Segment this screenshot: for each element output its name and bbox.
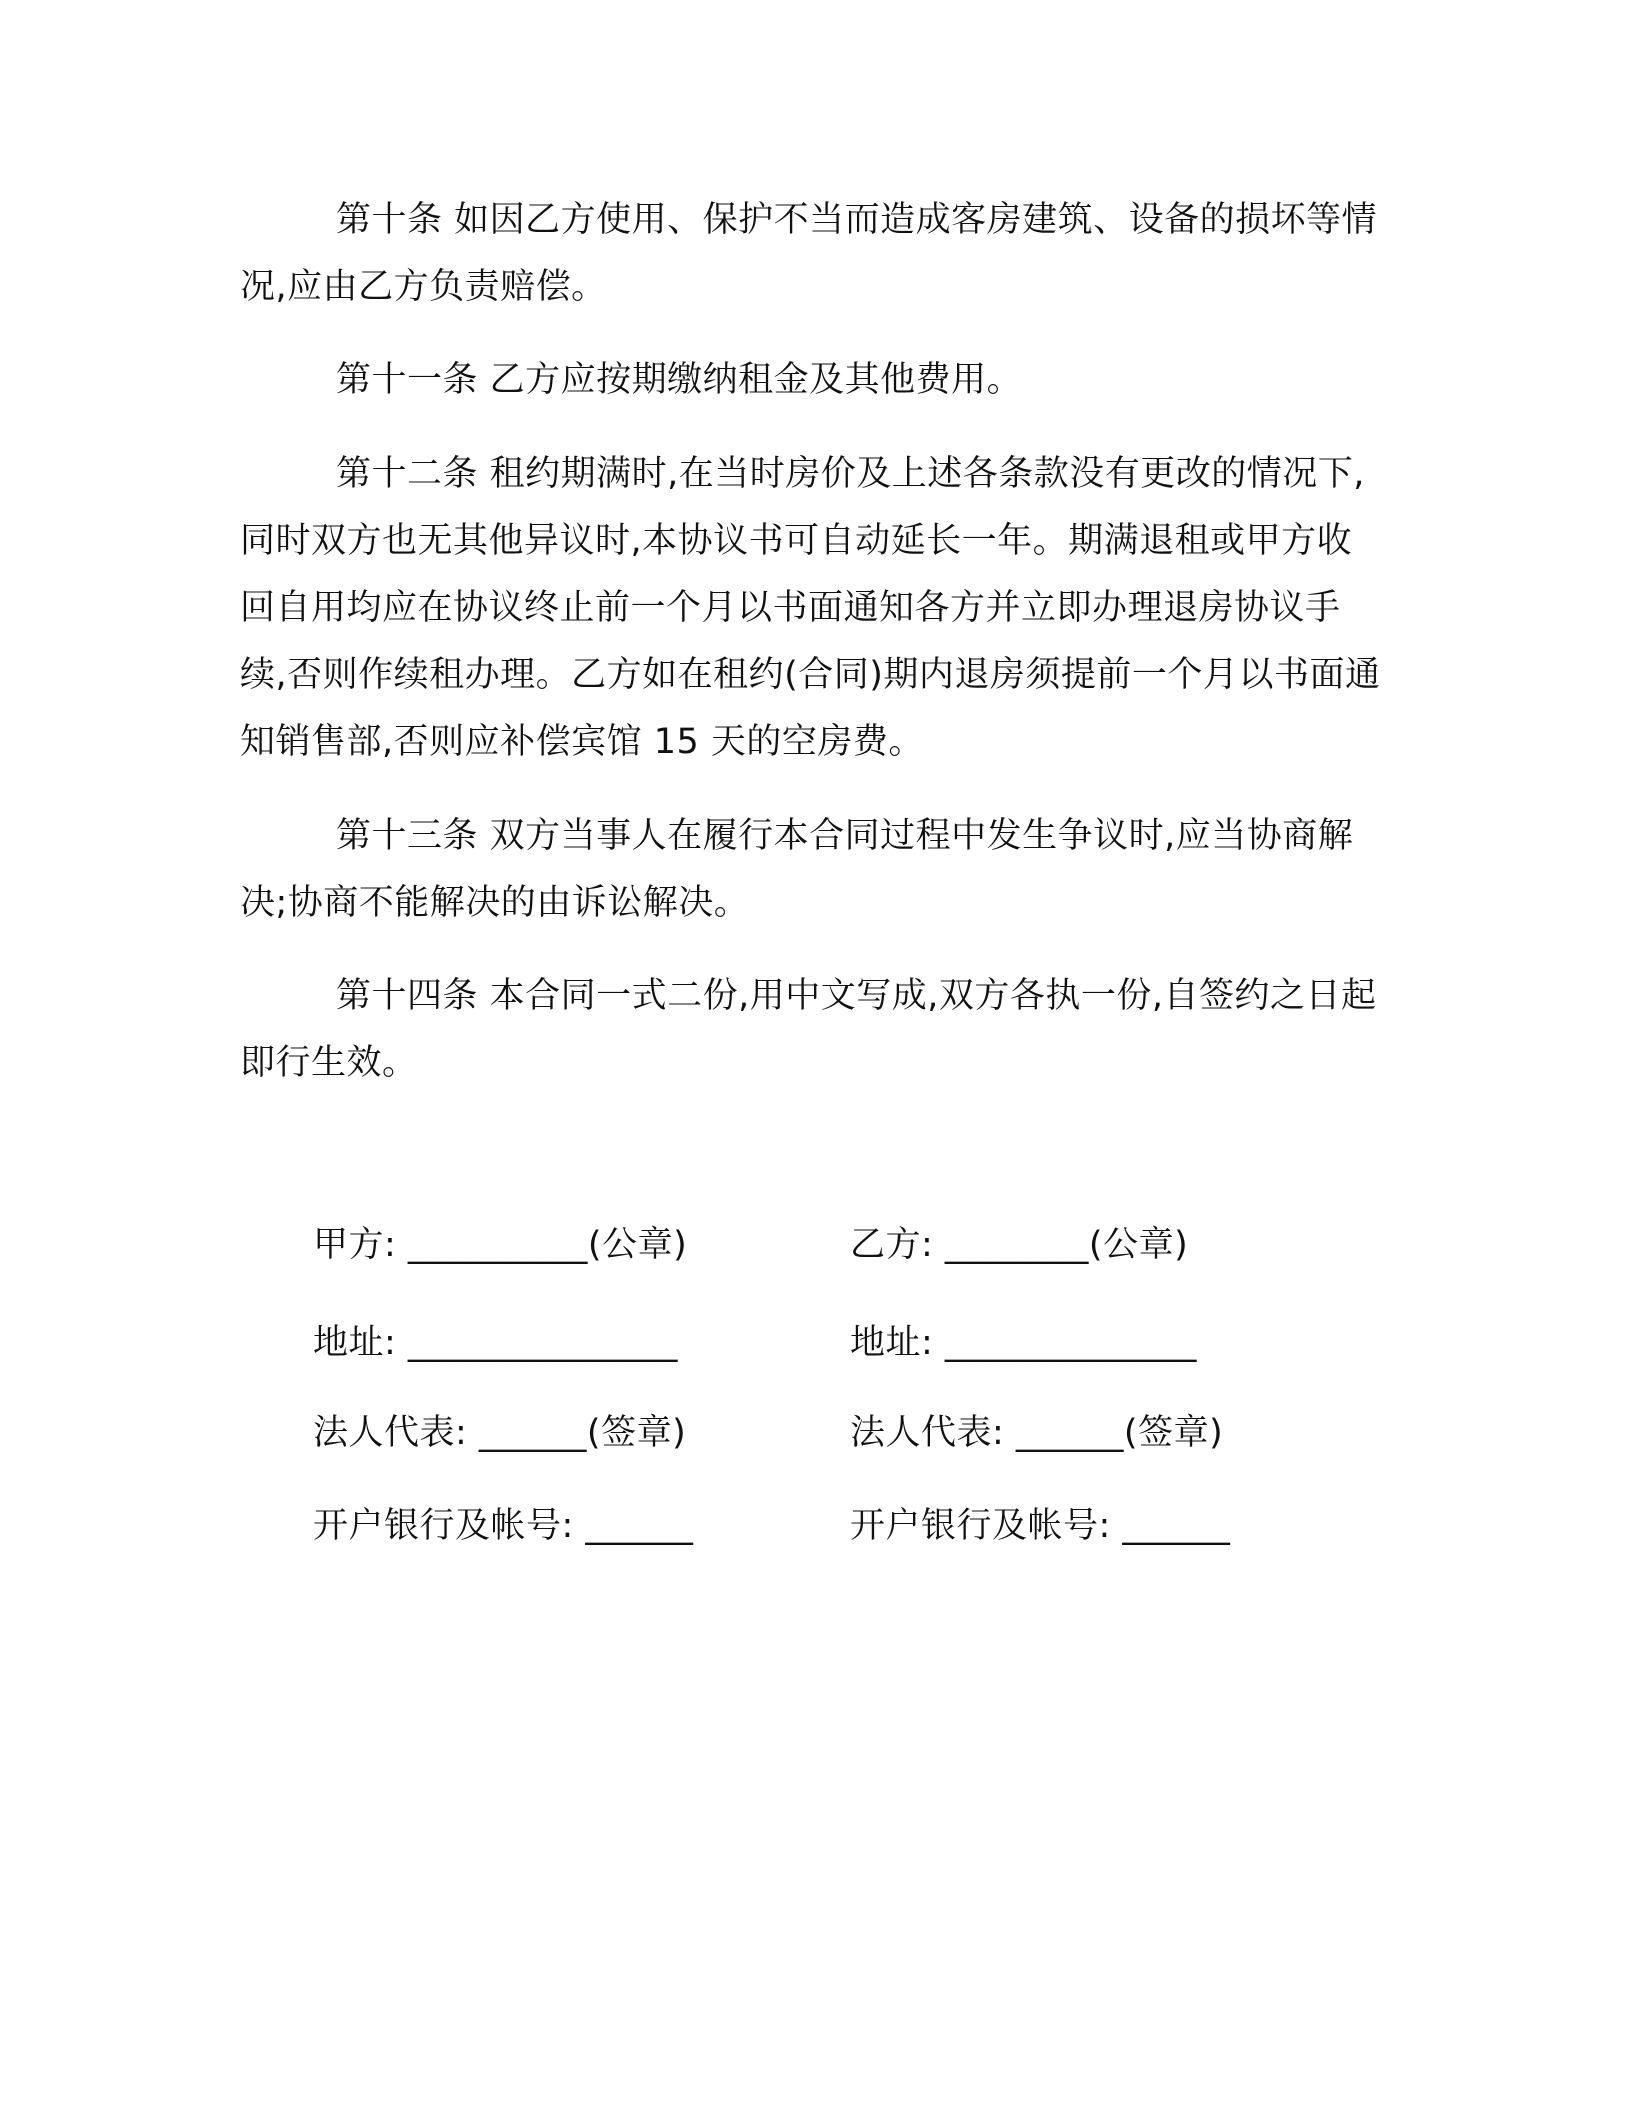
article-12: 第十二条 租约期满时,在当时房价及上述各条款没有更改的情况下,同时双方也无其他异议时,本协议书可自动延长一年。期满退租或甲方收回自用均应在协议终止前一个月以书面通知各方并立即办理退房协议手续,否则作续租办理。乙方如在租约(合同)期内退房须提前一个月以书面通知销售部,否则应补偿宾馆 15 天的空房费。 [240, 454, 1381, 762]
article-11: 第十一条 乙方应按期缴纳租金及其他费用。 [336, 360, 1023, 400]
party-a-address: 地址: _______________ [313, 1323, 678, 1363]
party-a-bank-account: 开户银行及帐号: ______ [313, 1506, 694, 1546]
party-b-address: 地址: ______________ [850, 1323, 1197, 1363]
article-10: 第十条 如因乙方使用、保护不当而造成客房建筑、设备的损坏等情况,应由乙方负责赔偿。 [240, 200, 1378, 307]
article-14: 第十四条 本合同一式二份,用中文写成,双方各执一份,自签约之日起即行生效。 [240, 976, 1377, 1083]
party-a-line: 甲方: __________(公章) [313, 1225, 688, 1265]
party-b-bank-account: 开户银行及帐号: ______ [850, 1506, 1231, 1546]
party-b-representative: 法人代表: ______(签章) [850, 1413, 1224, 1453]
article-13: 第十三条 双方当事人在履行本合同过程中发生争议时,应当协商解决;协商不能解决的由诉讼解决。 [240, 816, 1354, 923]
party-a-representative: 法人代表: ______(签章) [313, 1413, 687, 1453]
party-b-line: 乙方: ________(公章) [850, 1225, 1189, 1265]
